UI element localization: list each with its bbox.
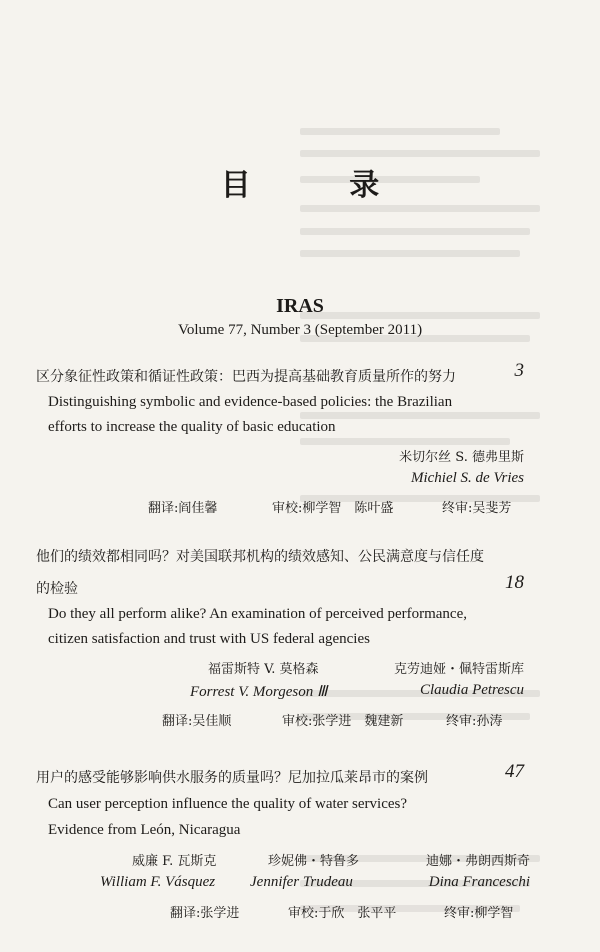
page-number[interactable]: 18: [505, 572, 524, 593]
translator: 翻译:张学进: [170, 906, 240, 921]
author-2-en: Claudia Petrescu: [419, 682, 524, 698]
reviewers: 审校:张学进 魏建新: [282, 714, 404, 729]
page-title: 目 录: [220, 168, 424, 203]
author-2-cn: 珍妮佛・特鲁多: [268, 854, 360, 869]
final-reviewer: 终审:吴斐芳: [442, 501, 512, 516]
translator: 翻译:吴佳顺: [162, 714, 232, 729]
author-cn: 米切尔丝 S. 德弗里斯: [399, 450, 524, 465]
volume-info: Volume 77, Number 3 (September 2011): [177, 322, 423, 338]
author-1-cn: 威廉 F. 瓦斯克: [132, 854, 217, 869]
page-number[interactable]: 3: [514, 360, 524, 381]
translator: 翻译:阎佳馨: [148, 501, 218, 516]
article-cn-title[interactable]: 用户的感受能够影响供水服务的质量吗？尼加拉瓜莱昂市的案例: [36, 770, 428, 786]
article-en-title-line-2: efforts to increase the quality of basic education: [48, 419, 336, 435]
final-reviewer: 终审:孙涛: [446, 714, 503, 729]
author-2-en: Jennifer Trudeau: [250, 874, 353, 890]
author-3-cn: 迪娜・弗朗西斯奇: [425, 854, 530, 869]
article-en-title-line-2: citizen satisfaction and trust with US federal agencies: [48, 631, 370, 647]
reviewers: 审校:柳学智 陈叶盛: [272, 501, 394, 516]
article-cn-title-line-1[interactable]: 他们的绩效都相同吗？对美国联邦机构的绩效感知、公民满意度与信任度: [36, 549, 484, 565]
reviewers: 审校:于欣 张平平: [288, 906, 397, 921]
article-en-title-line-1: Distinguishing symbolic and evidence-based policies: the Brazilian: [48, 394, 453, 410]
page-number[interactable]: 47: [505, 761, 524, 782]
article-en-title-line-1: Do they all perform alike? An examination of perceived performance,: [48, 606, 467, 622]
article-en-title-line-1: Can user perception influence the quality of water services?: [48, 796, 408, 812]
author-1-en: Forrest V. Morgeson Ⅲ: [190, 684, 328, 700]
article-cn-title[interactable]: 区分象征性政策和循证性政策：巴西为提高基础教育质量所作的努力: [36, 369, 456, 385]
author-1-cn: 福雷斯特 V. 莫格森: [208, 662, 319, 677]
author-en: Michiel S. de Vries: [410, 470, 524, 486]
journal-name: IRAS: [276, 295, 324, 317]
article-en-title-line-2: Evidence from León, Nicaragua: [48, 822, 241, 838]
article-cn-title-line-2[interactable]: 的检验: [36, 581, 78, 597]
author-1-en: William F. Vásquez: [100, 874, 216, 890]
final-reviewer: 终审:柳学智: [444, 906, 514, 921]
author-3-en: Dina Franceschi: [428, 874, 530, 890]
author-2-cn: 克劳迪娅・佩特雷斯库: [393, 662, 524, 677]
